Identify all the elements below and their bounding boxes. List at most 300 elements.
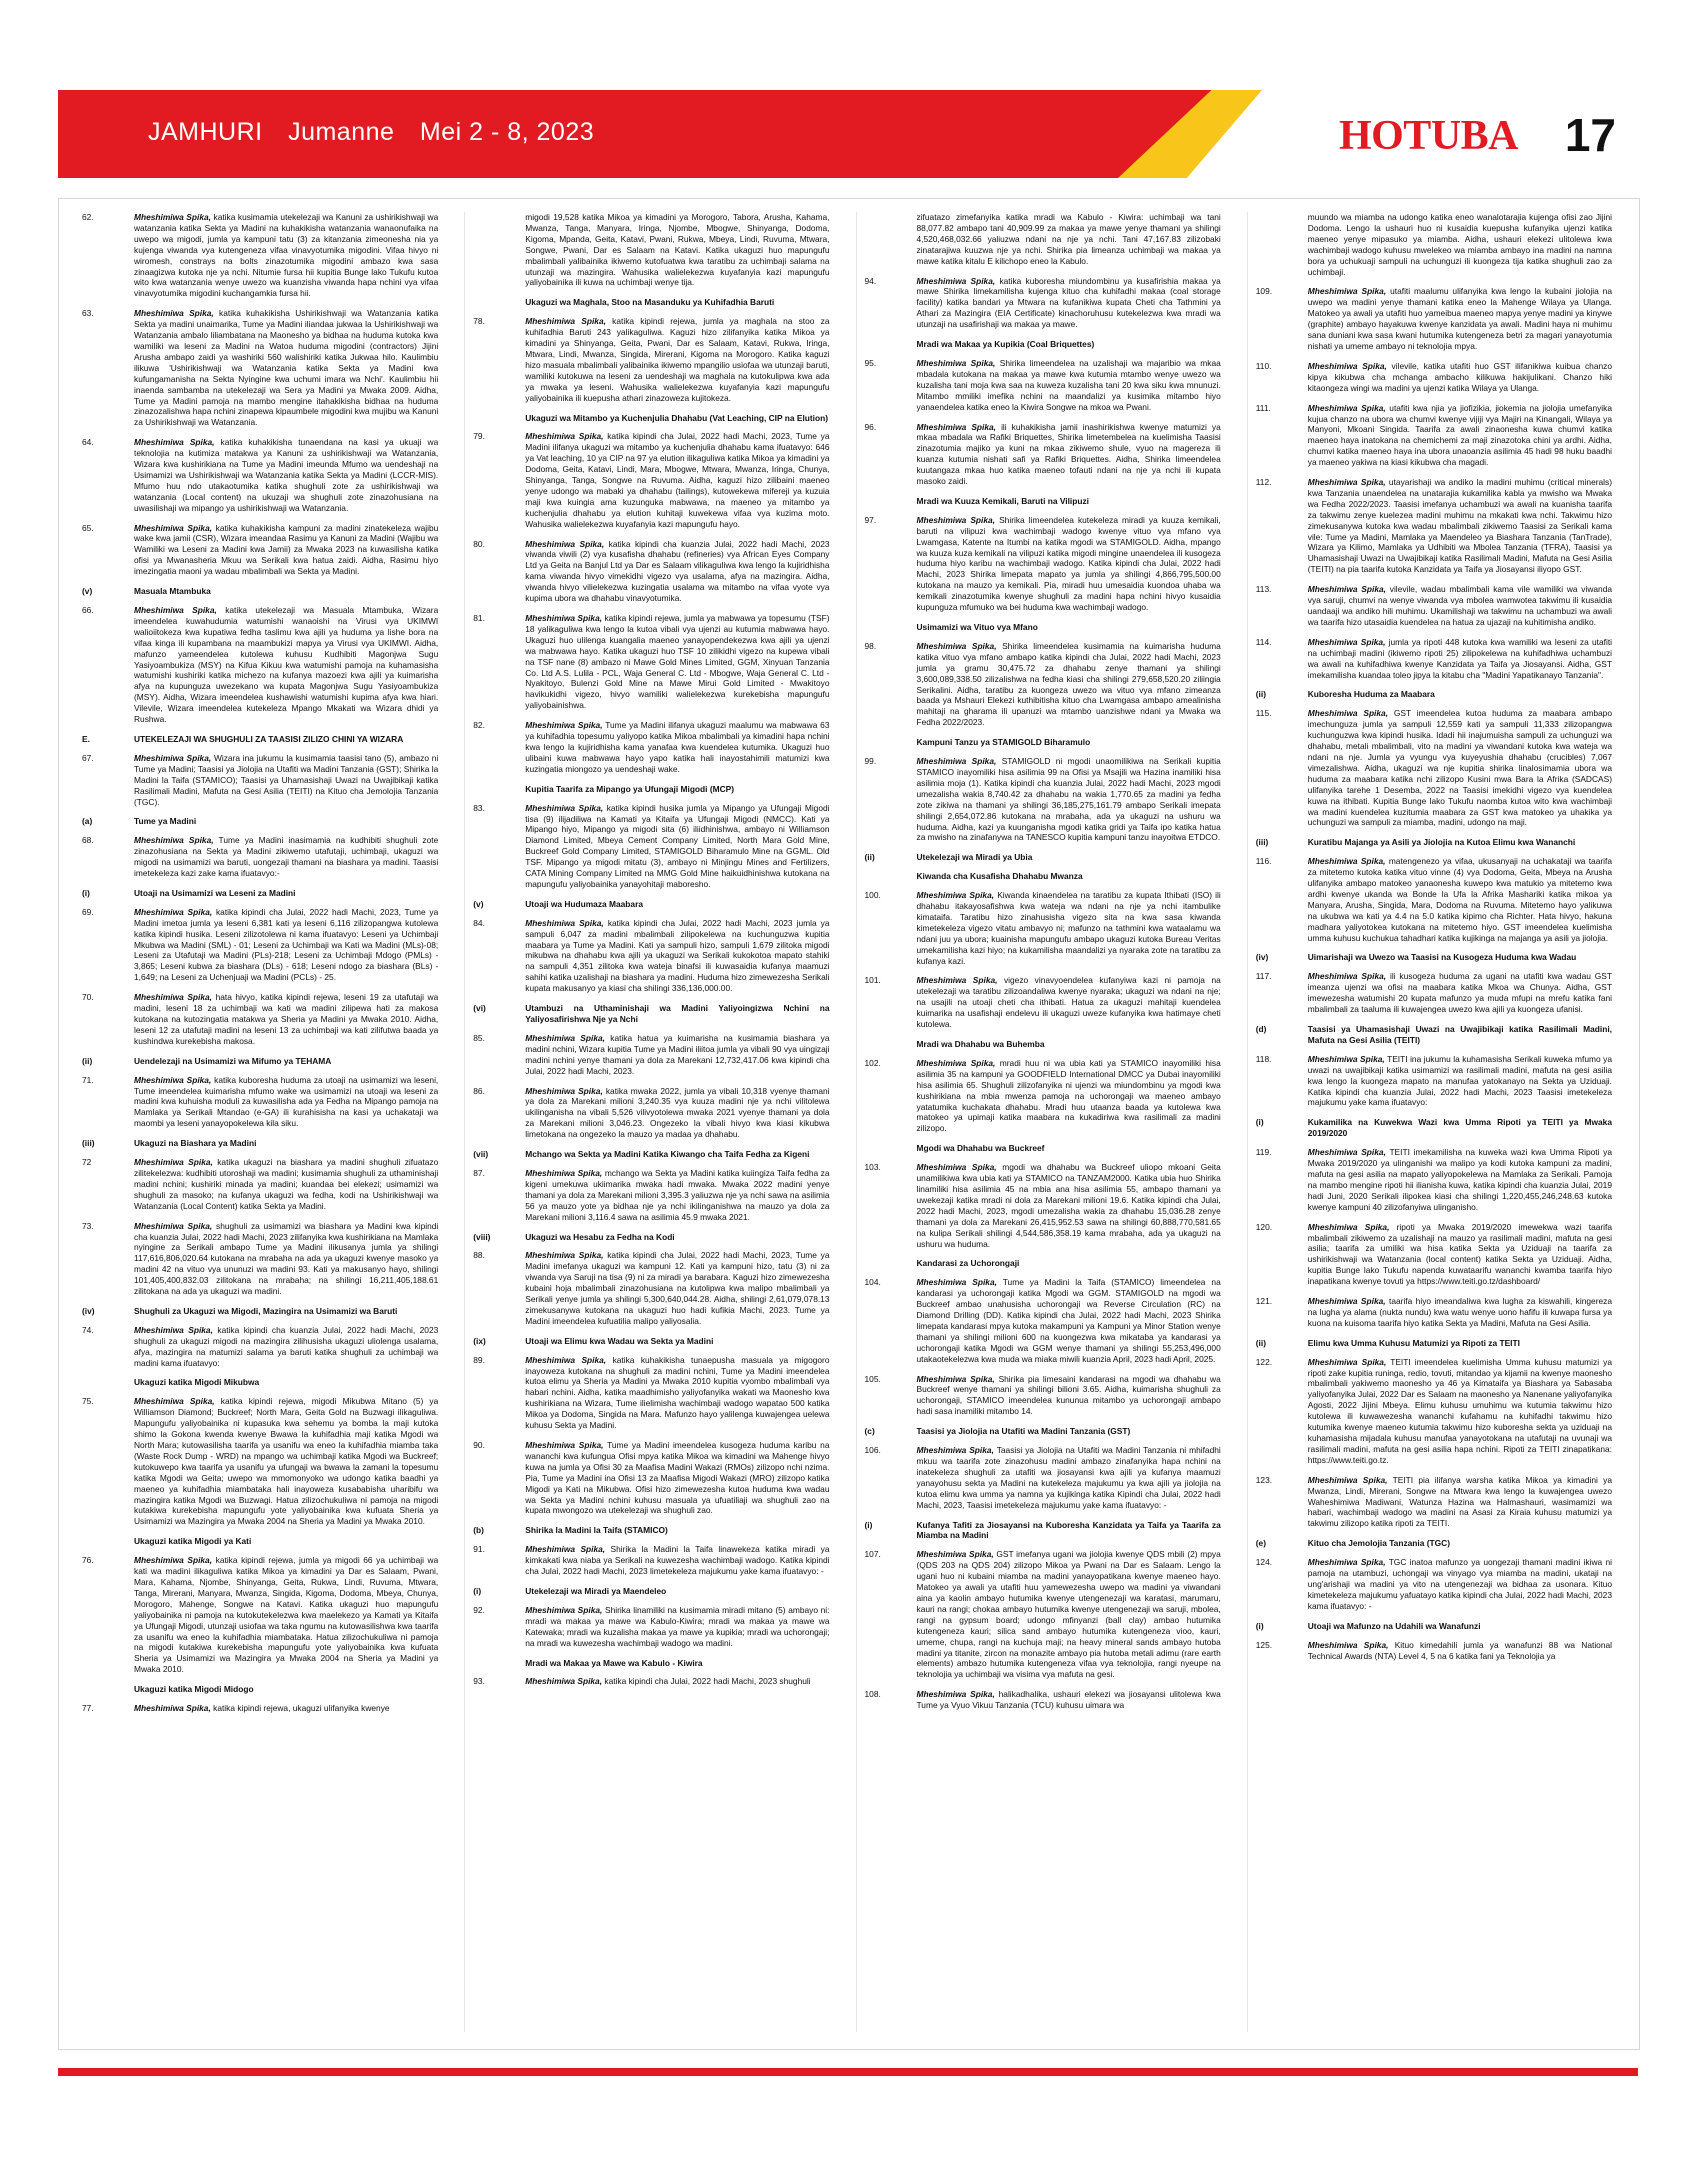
paragraph-number: 101. — [864, 975, 881, 986]
paragraph-lead: Mheshimiwa Spika, — [134, 437, 215, 448]
paragraph-text: katika kipindi cha Julai, 2022 hadi Machi, 2023 jumla ya sampuli 6,047 za madini mbalimbali zilipokelewa na kuchunguzwa kupitia maabara ya Tume ya Madini. Kati ya sampuli hizo, sampuli 1,679 zilitoka migodi mikubwa na dhahabu kwa ajili ya ukaguzi wa Serikali kukokotoa mapato stahiki na sampuli 4,351 zilitoka kwa wateja binafsi ili kuwasaidia kufanya maamuzi sahihi katika uzalishaji na biashara ya madini. Huduma hizo zimewezesha Serikali kupata makusanyo ya kiasi cha shilingi 336,136,000.00. — [525, 917, 830, 994]
heading-text: Utekelezaji wa Miradi ya Maendeleo — [525, 1585, 667, 1596]
paragraph-lead: Mheshimiwa Spika, — [1307, 360, 1387, 371]
paragraph-body — [917, 1689, 1221, 1711]
paragraph-lead: Mheshimiwa Spika, — [134, 1324, 213, 1335]
section-heading — [865, 1426, 1221, 1437]
paragraph-text: taarifa hiyo imeandaliwa kwa lugha za kiswahili, kingereza na lugha ya alama (nukta nundu) kwa watu wenye uono hafifu ili kuwapa fursa ya kuona na kuisoma taarifa hiyo katika Sekta ya Madini, Mafuta na Gesi Asilia. — [1307, 1296, 1612, 1328]
paragraph-text: zifuatazo zimefanyika katika mradi wa Kabulo - Kiwira: uchimbaji wa tani 88,077.82 ambapo tani 40,909.99 za makaa ya mawe yenye thamani ya shilingi 4,520,468,032.66 yaliuzwa ndani na nje ya nchi. Tani 47,167.83 zilizobaki zinatarajiwa kuuzwa nje ya nchi. Shirika pia limeanza uchimbaji wa makaa ya mawe katika kitalu E kilichopo eneo la Kabulo. — [916, 212, 1221, 266]
paragraph-number: 100. — [864, 890, 881, 901]
paragraph-body — [1308, 856, 1612, 943]
section-heading — [473, 413, 829, 424]
paragraph — [82, 1221, 438, 1297]
paragraph-lead: Mheshimiwa Spika, — [1307, 402, 1386, 413]
paragraph-lead: Mheshimiwa Spika, — [1307, 1147, 1386, 1158]
paragraph-lead: Mheshimiwa Spika, — [525, 1250, 604, 1261]
heading-number: (ii) — [1255, 1337, 1266, 1348]
paragraph-body — [917, 1445, 1221, 1510]
paragraph-body — [134, 1703, 438, 1714]
paragraph-lead: Mheshimiwa Spika, — [916, 421, 997, 432]
heading-number — [865, 1143, 917, 1154]
paragraph-body — [525, 1168, 829, 1223]
paragraph — [1256, 971, 1612, 1015]
heading-text: Ukaguzi wa Hesabu za Fedha na Kodi — [525, 1231, 675, 1242]
heading-text: Utoaji wa Mafunzo na Udahili wa Wanafunzi — [1307, 1620, 1481, 1631]
heading-text: Shughuli za Ukaguzi wa Migodi, Mazingira na Usimamizi wa Baruti — [134, 1305, 398, 1316]
heading-text: Utekelezaji wa Miradi ya Ubia — [916, 852, 1033, 863]
section-heading — [1256, 1338, 1612, 1349]
paragraph — [1256, 361, 1612, 394]
heading-text: Mchango wa Sekta ya Madini Katika Kiwango cha Taifa Fedha za Kigeni — [525, 1149, 810, 1160]
paragraph-body — [917, 276, 1221, 331]
paragraph-text: mradi huu ni wa ubia kati ya STAMICO inayomiliki hisa asilimia 35 na kampuni ya GOODFIELD International DMCC ya Dubai inayomiliki hisa asilimia 65. Shughuli zilizofanyika ni ujenzi wa miundombinu ya mgodi kwa kushirikiana na mbia mwenza pamoja na uchorongaji wa maeneo ambayo yatatumika kuchakata dhahabu. Mradi huu utaanza baada ya kutolewa kwa matokeo ya upimaji katika maabara na kukadiriwa kwa rasilimali za madini zilizopo. — [916, 1057, 1221, 1134]
paragraph — [865, 1277, 1221, 1364]
paragraph-number: 78. — [473, 316, 485, 327]
paragraph — [865, 422, 1221, 487]
paragraph-body — [917, 975, 1221, 1030]
paragraph-text: katika kuboresha miundombinu ya kusafirishia makaa ya mawe Shirika limekamilisha kujenga kituo cha kuhifadhi makaa (coal storage facility) katika bandari ya Mtwara na kufanikiwa kupata Cheti cha Tathmini ya Athari za Mazingira (EIA Certificate) kinachoruhusu kutekelezwa kwa mradi wa utunzaji na usafirishaji wa makaa ya mawe. — [916, 275, 1221, 330]
heading-text: Kuboresha Huduma za Maabara — [1307, 689, 1435, 700]
section-heading — [1256, 689, 1612, 700]
paragraph-number: 62. — [82, 212, 94, 222]
paragraph-lead: Mheshimiwa Spika, — [525, 613, 603, 623]
paragraph — [865, 276, 1221, 331]
paragraph-body — [525, 720, 829, 775]
paragraph — [1256, 1475, 1612, 1530]
paragraph-text: GST imefanya ugani wa jiolojia kwenye QDS mbili (2) mpya (QDS 203 na QDS 204) zilizopo Mikoa ya Pwani na Dar es Salaam. Lengo la ugani huo ni kubaini miamba na madini yanayopatikana kwenye maeneo hayo. Matokeo ya awali ya utafiti huu yamewezesha uwepo wa madini ya viwandani aina ya kaolin ambayo hutumika kwenye utengenezaji wa karatasi, marumaru, kauri na rangi; chokaa ambayo hutumika kwenye utengenezaji wa saruji, mbolea, rangi na gypsum board; udongo mfinyanzi (ball clay) ambao hutumika kutengeneza kauri; silica sand ambayo hutumika kutengeneza vioo, kauri, umeme, chupa, rangi na kuchuja maji; na heavy mineral sands ambayo hutoba madini ya titanite, zircon na monazite ambayo pia hutoba metali adimu (rare earth elements) ambazo hutumika kutengeneza vifaa vya teknolojia, rangi nyeupe na teknolojia ya uchimbaji wa visima vya mafuta na gesi. — [916, 1549, 1221, 1680]
paragraph-number: 92. — [473, 1604, 485, 1615]
paragraph-number: 108. — [864, 1689, 881, 1700]
paragraph-lead: Mheshimiwa Spika, — [525, 1167, 603, 1178]
paragraph-number: 64. — [82, 437, 94, 448]
paragraph — [473, 1440, 829, 1516]
paragraph-body — [1308, 971, 1612, 1015]
paragraph — [1256, 1222, 1612, 1287]
heading-number: (i) — [1255, 1620, 1264, 1631]
heading-number — [473, 297, 525, 308]
paragraph-text: Wizara ina jukumu la kusimamia taasisi tano (5), ambazo ni Tume ya Madini; Taasisi ya Jiolojia na Utafiti wa Madini Tanzania (GST); Shirika la Madini la Taifa (STAMICO); Taasisi ya Uhamasishaji Uwazi na Uwajibikaji katika Rasilimali Madini, Mafuta na Gesi Asilia (TEITI) na Kituo cha Jemolojia Tanzania (TGC). — [134, 752, 439, 807]
paragraph — [865, 358, 1221, 413]
section-heading — [82, 816, 438, 827]
paragraph — [1256, 584, 1612, 628]
heading-number: (c) — [864, 1426, 875, 1437]
paragraph — [473, 1033, 829, 1077]
paragraph-text: katika kuhakikisha kampuni za madini zinatekeleza wajibu wake kwa jamii (CSR), Wizara imeandaa Rasimu ya Kanuni za Madini (Wajibu wa Wamiliki wa Leseni za Madini kwa Jamii) za Mwaka 2023 na kuwasilisha katika ofisi ya Mwanasheria Mkuu wa Serikali kwa hatua zaidi. Aidha, Rasimu hiyo imezingatia maoni ya wadau mbalimbali wa Sekta ya Madini. — [134, 522, 439, 577]
section-heading — [865, 622, 1221, 633]
paragraph-text: Tume ya Madini ilifanya ukaguzi maalumu wa mabwawa 63 ya kuhifadhia topesumu yaliyopo katika Mikoa mbalimbali ya kimadini hapa nchini kwa lengo la kujiridhisha kama yanafaa kwa kuendelea kutumika. Ukaguzi huo ulibaini kuwa mabwawa hayo yapo katika hali inayostahimili matumizi kwa kuzingatia miongozo ya uendeshaji wake. — [525, 720, 830, 774]
paragraph-text: GST imeendelea kutoa huduma za maabara ambapo imechunguza jumla ya sampuli 12,559 kati ya sampuli 11,333 zilizopangwa kuchunguzwa kwa kipindi husika. Idadi hii inajumuisha sampuli za uchunguzi wa dhahabu, metali mbalimbali, vito na madini ya viwandani kutoka kwa wateja wa ndani na nje. Jumla ya vyungu vya kuyeyushia dhahabu (crucibles) 7,067 vimezalishwa. Aidha, ukaguzi wa nje kupitia shirika linalosimamia ubora wa huduma za maabara katika nchi zilizopo Kusini mwa Bara la Afrika (SADCAS) ulifanyika tarehe 1 Desemba, 2022 na Taasisi imekidhi vigezo vya kuendelea kuwa na ithibati. Kupitia Bunge lako Tukufu naomba kutoa wito kwa wachimbaji wa madini kuendelea kuzitumia maabara za GST kwa matokeo ya uhakika ya uchunguzi wa sampuli za miamba, madini, udongo na maji. — [1307, 708, 1612, 828]
paragraph-text: Shirika linamiliki na kusimamia miradi mitano (5) ambayo ni: mradi wa makaa ya mawe wa Kabulo-Kiwira; mradi wa makaa ya mawe wa Katewaka; mradi wa kuzalisha makaa ya mawe ya kupikia; mradi wa uchorongaji; na mradi wa kuwezesha wachimbaji wadogo wa madini. — [525, 1604, 830, 1648]
paragraph-text: katika kipindi cha kuanzia Julai, 2022 hadi Machi, 2023 viwanda viwili (2) vya kusafisha dhahabu (refineries) vya African Eyes Company Ltd ya Geita na Banjul Ltd ya Dar es Salaam vilikaguliwa kwa lengo la kujiridhisha kama viwanda hivyo vimekidhi vigezo vya usalama, afya na mazingira. Aidha, viwanda hivyo vilielekezwa kuzingatia usalama wa mitambo na vifaa vyote vya kupima ubora wa dhahabu vinavyotumika. — [525, 538, 830, 604]
section-heading — [82, 1536, 438, 1547]
paragraph-lead: Mheshimiwa Spika, — [525, 1544, 606, 1555]
heading-number — [473, 784, 525, 795]
paragraph-text: mgodi wa dhahabu wa Buckreef uliopo mkoani Geita unamilikiwa kwa ubia kati ya STAMICO na TANZAM2000. Katika ubia huo Shirika linamiliki hisa asilimia 45 na mbia ana hisa asilimia 55, ambapo thamani ya uwekezaji katika mradi ni dola za Marekani milioni 19.6. Katika kipindi cha Julai, 2022 hadi Machi, 2023, mgodi umezalisha wakia za dhahabu 15,036.28 zenye thamani ya dola za Marekani 26,415,952.53 sawa na shilingi 60,888,770,581.65 na kulipa Serikali shilingi 4,544,586,358.19 kama mrabaha, ada ya ukaguzi na ushuru wa huduma. — [916, 1162, 1221, 1249]
paragraph-number: 120. — [1255, 1221, 1273, 1232]
paragraph-body — [917, 1277, 1221, 1364]
paragraph-number: 71. — [82, 1074, 94, 1085]
paragraph-number: 89. — [473, 1354, 485, 1365]
paragraph-text: Kituo kimedahili jumla ya wanafunzi 88 wa National Technical Awards (NTA) Level 4, 5 na 6 katika fani ya Teknolojia ya — [1307, 1639, 1612, 1661]
paragraph — [865, 212, 1221, 267]
paragraph-body — [1308, 212, 1612, 277]
paper-name: JAMHURI — [148, 118, 263, 146]
section-heading — [473, 297, 829, 308]
section-title: HOTUBA — [1338, 113, 1518, 159]
paragraph-number: 96. — [864, 421, 877, 432]
paragraph-lead: Mheshimiwa Spika, — [1307, 1053, 1385, 1064]
paragraph-body — [525, 613, 829, 711]
paragraph-number: 102. — [864, 1057, 881, 1068]
paragraph-lead: Mheshimiwa Spika, — [134, 1555, 213, 1566]
heading-number: (iii) — [1255, 837, 1269, 848]
paragraph-number: 122. — [1255, 1356, 1273, 1367]
paragraph-number: 91. — [473, 1544, 485, 1555]
paragraph-body — [134, 1075, 438, 1130]
paragraph-number: 86. — [473, 1085, 485, 1096]
heading-number: (iii) — [82, 1138, 95, 1149]
paragraph — [865, 1445, 1221, 1510]
heading-number: (ii) — [864, 852, 875, 863]
paragraph-body — [1308, 477, 1612, 575]
paragraph-text: katika kuhakikisha tunaepusha masuala ya migogoro inayoweza kutokana na shughuli za madini nchini, Tume ya Madini imeendelea kutoa elimu ya Sheria ya Madini ya Mwaka 2010 kupitia vyombo mbalimbali vya habari nchini. Aidha, katika maadhimisho yaliyofanyika wakati wa Maonesho kwa kushirikiana na Wizara, Tume ilielimisha wachimbaji wadogo wapatao 500 katika Mikoa ya Dodoma, Singida na Mara. Mafunzo hayo yalilenga kuwajengea uelewa kuhusu Sekta ya Madini. — [525, 1354, 830, 1431]
paragraph — [1256, 477, 1612, 575]
heading-number: (iv) — [82, 1305, 95, 1316]
paragraph-number: 69. — [82, 906, 94, 917]
section-heading — [1256, 1024, 1612, 1046]
section-heading — [473, 1003, 829, 1025]
paragraph-number: 76. — [82, 1555, 94, 1566]
paragraph-lead: Mheshimiwa Spika, — [134, 1074, 212, 1085]
paragraph — [82, 753, 438, 808]
paragraph — [82, 437, 438, 513]
paragraph-number: 110. — [1255, 360, 1272, 371]
paragraph — [473, 1544, 829, 1577]
paragraph-text: katika kuhakikisha tunaendana na kasi ya ukuaji wa teknolojia na kutimiza matakwa ya Kanuni za ushirikishwaji wa Watanzania, Wizara kwa kushirikiana na Tume ya Madini imeunda Mfumo wa uendeshaji na Usimamizi wa Ushirikishwaji wa Watanzania katika Sekta ya Madini (LCCR-MIS). Mfumo huu ndo utakaotumika katika shughuli zote za ushirikishwaji wa watanzania (Local content) na ukuzaji wa shughuli zote zinazohusiana na uwasilishaji wa mipango ya ushirikishwaji wa Watanzania. — [134, 437, 439, 513]
paragraph-body — [525, 1086, 829, 1141]
paragraph-lead: Mheshimiwa Spika, — [1307, 971, 1387, 982]
paragraph-number: 125. — [1255, 1639, 1273, 1650]
heading-text: Ukaguzi wa Maghala, Stoo na Masanduku ya Kuhifadhia Baruti — [525, 297, 775, 308]
paragraph-text: katika mwaka 2022, jumla ya vibali 10,318 vyenye thamani ya dola za Marekani milioni 3,240.35 vya kuuza madini nje ya nchi vilitolewa ukilinganisha na vibali 5,526 vilivyotolewa mwaka 2021 vyenye thamani ya dola za Marekani milioni 3,046.23. Ongezeko la vibali hivyo kwa kiasi kikubwa limetokana na ongezeko la mauzo ya madaa ya dhahabu. — [525, 1085, 830, 1140]
paragraph — [82, 212, 438, 299]
paragraph-lead: Mheshimiwa Spika, — [916, 640, 997, 651]
paragraph-lead: Mheshimiwa Spika, — [525, 1032, 605, 1043]
paragraph-text: katika kipindi cha Julai, 2022 hadi Machi, 2023, Tume ya Madini imetoa jumla ya leseni 6,381 kati ya leseni 6,116 zilizopangwa kutolewa katika kipindi husika. Leseni zilizotolewa ni kama ifuatavyo: Leseni ya Uchimbaji Mkubwa wa Madini (SML) - 01; Leseni za Uchimbaji wa Kati wa Madini (MLs)-08; Leseni za Utafutaji wa Madini (PLs)-218; Leseni za Uchimbaji Mdogo (PMLs) - 3,865; Leseni kubwa za biashara (DLs) - 618; Leseni ndogo za biashara (BLs) - 1,649; na Leseni za Uchenjuaji wa Madini (PCLs) - 25. — [134, 906, 439, 983]
paragraph-lead: Mheshimiwa Spika, — [134, 605, 217, 615]
paragraph — [865, 975, 1221, 1030]
paragraph-body — [525, 1605, 829, 1649]
paragraph-body — [134, 992, 438, 1047]
paragraph-number: 82. — [473, 720, 485, 731]
paragraph-text: mchango wa Sekta ya Madini katika kuiingiza Taifa fedha za kigeni umekuwa ukiimarika mwaka hadi mwaka. Mwaka 2022 madini yenye thamani ya dola za Marekani milioni 3,395.3 yaliuzwa nje ya nchi sawa na asilimia 56 ya mauzo yote ya bidhaa nje ya nchi ikilinganishwa na mauzo ya dola za Marekani milioni 3,116.4 sawa na asilimia 45.9 mwaka 2021. — [525, 1167, 830, 1222]
paragraph-text: Shirika limeendelea kusimamia na kuimarisha huduma katika vituo vya mfano ambapo katika kipindi cha Julai, 2022 hadi Machi, 2023 jumla ya gramu 30,475.72 za dhahabu zenye thamani ya shilingi 3,600,089,338.50 zilizalishwa na fedha kiasi cha shilingi 279,658,520.20 ziliingia Serikalini. Aidha, taratibu za kuongeza uwezo wa vituo vya mfano zimeanza baada ya Mshauri Elekezi kuthibitisha kituo cha Lwamgasa ambapo amealinisha mahitaji na gharama ili upanuzi wa mtambo uanzishwe ndani ya Mwaka wa Fedha 2022/2023. — [916, 640, 1221, 728]
paragraph-text: vilevile, katika utafiti huo GST ilifanikiwa kuibua chanzo kipya kikubwa cha mchanga ambacho kilikuwa hakijulikani. Chanzo hiki kitaongeza wingi wa madini ya ujenzi katika Wilaya ya Ulanga. — [1307, 360, 1612, 393]
paragraph-body — [525, 431, 829, 529]
heading-number — [82, 1377, 134, 1388]
section-heading — [1256, 1621, 1612, 1632]
paragraph-lead: Mheshimiwa Spika, — [916, 890, 995, 901]
section-heading — [473, 1525, 829, 1536]
section-heading — [865, 737, 1221, 748]
paragraph — [865, 1058, 1221, 1134]
paragraph-lead: Mheshimiwa Spika, — [916, 1057, 996, 1068]
paragraph — [865, 641, 1221, 728]
paragraph-text: TGC inatoa mafunzo ya uongezaji thamani madini ikiwa ni pamoja na utambuzi, uchongaji wa vinyago vya miamba na madini, ukataji na ung'arishaji wa madini ya vito na utengenezaji wa bidhaa za usonara. Kituo kimetekeleza majukumu yafuatayo katika kipindi cha Julai, 2022 hadi Machi, 2023 kama ifuatavyo: - — [1307, 1557, 1612, 1611]
paragraph-body — [917, 212, 1221, 267]
section-heading — [865, 496, 1221, 507]
paragraph-text: Shirika la Madini la Taifa linawekeza katika miradi ya kimkakati kwa niaba ya Serikali na kuwezesha wachimbaji wadogo. Katika kipindi cha Julai, 2022 hadi Machi, 2023 limetekeleza majukumu yake kama ifuatavyo: - — [525, 1544, 830, 1577]
paragraph-body — [917, 641, 1221, 728]
paragraph-text: katika kipindi rejewa, migodi Mikubwa Mitano (5) ya Williamson Diamond; Buckreef; North Mara, Geita Gold na Buzwagi ilikaguliwa. Mapungufu yaliyobainika ni kupasuka kwa sehemu ya bomba la maji kutoka shimo la Gokona kwenda kwenye Bwawa la kuhifadhia maji katika Mgodi wa North Mara; kutowasilisha taarifa ya usanifu wa eneo la kuhifadhia miamba taka (Waste Rock Dump - WRD) na mpango wa uchimbaji katika Mgodi wa Buckreef; kutokuwepo kwa taarifa ya usanifu ya ufungaji wa bwawa la zamani la topesumu katika Mgodi wa Geita; uwepo wa mmomonyoko wa udongo katika baadhi ya maeneo ya kuhifadhia miambataka hali inayoweza kusababisha uharibifu wa mazingira katika Mgodi wa Buzwagi. Hatua zilizochukuliwa ni pamoja na migodi kutakiwa kurekebisha mapungufu yote yaliyobainika kwa kufuata Sheria ya Usimamizi wa Mazingira ya Mwaka 2004 na Sheria ya Madini ya Mwaka 2010. — [134, 1396, 439, 1527]
paragraph-body — [525, 803, 829, 890]
section-heading — [473, 784, 829, 795]
heading-number — [865, 496, 917, 507]
paragraph-text: TEITI imekamilisha na kuweka wazi kwa Umma Ripoti ya Mwaka 2019/2020 ya ulinganishi wa malipo ya kodi kutoka kampuni za madini, mafuta na gesi asilia na mapato yaliyopokelewa na Mamlaka za Serikali. Pamoja na mambo mengine ripoti hii ilianisha kuwa, katika kipindi cha kuanzia Julai, 2019 hadi Juni, 2020 Serikali ilipokea kiasi cha shilingi 1,220,455,246,248.63 kutoka kwenye kampuni 40 zilizofanyiwa ulinganisho. — [1307, 1147, 1612, 1212]
paragraph-body — [134, 1396, 438, 1527]
paragraph — [473, 1250, 829, 1326]
paragraph — [473, 1355, 829, 1431]
paragraph-lead: Mheshimiwa Spika, — [525, 316, 606, 327]
paragraph-body — [134, 308, 438, 428]
paragraph-lead: Mheshimiwa Spika, — [916, 514, 996, 525]
paragraph — [82, 523, 438, 578]
paragraph — [473, 431, 829, 529]
paragraph-lead: Mheshimiwa Spika, — [916, 1549, 994, 1560]
paragraph-lead: Mheshimiwa Spika, — [134, 1703, 211, 1714]
heading-number — [82, 1684, 134, 1695]
paragraph-number: 79. — [473, 431, 485, 442]
paragraph-body — [525, 1676, 829, 1687]
paragraph-text: Shirika limeendelea kutekeleza miradi ya kuuza kemikali, baruti na vilipuzi kwa wachimbaji wadogo kwenye vituo vya mfano vya Lwamgasa, Katente na Itumbi na katika mgodi wa STAMIGOLD. Aidha, mpango wa kuuza kuza kemikali na vilipuzi katika migodi mingine unaendelea ili kusogeza huduma hiyo karibu na wachimbaji wadogo. Katika kipindi cha Julai, 2022 hadi Machi, 2023 Shirika limepata mapato ya jumla ya shilingi 4,866,795,500.00 kutokana na mauzo ya kemikali. Pia, miradi huu umesaidia kuondoa uhaba wa kemikali zinazotumika kwenye shughuli za madini hapa nchini hivyo kusaidia kupunguza mfumuko wa bei huduma kwa wachimbaji wadogo. — [916, 514, 1221, 613]
heading-text: Taasisi ya Uhamasishaji Uwazi na Uwajibikaji katika Rasilimali Madini, Mafuta na Gesi Asilia (TEITI) — [1307, 1024, 1612, 1045]
section-heading — [1256, 1538, 1612, 1549]
heading-text: Ukaguzi na Biashara ya Madini — [134, 1138, 257, 1149]
paragraph-text: vilevile, wadau mbalimbali kama vile wamiliki wa viwanda vya saruji, chumvi na wenye viwanda vya mbolea wamwotea takwimu ili kusaidia uandaaji wa andiko hili muhimu. Ukamilishaji wa takwimu na uchambuzi wa awali wa taarifa hizo utasaidia kuendelea na hatua za ujazaji na kuhitimisha andiko. — [1307, 584, 1612, 627]
section-heading — [865, 1143, 1221, 1154]
heading-text: Mradi wa Kuuza Kemikali, Baruti na Vilipuzi — [916, 495, 1090, 506]
column-4 — [1247, 212, 1612, 2032]
paragraph — [865, 1689, 1221, 1711]
column-2 — [464, 212, 829, 2032]
paragraph-number: 118. — [1255, 1053, 1272, 1064]
section-heading — [473, 1232, 829, 1243]
heading-text: Shirika la Madini la Taifa (STAMICO) — [525, 1525, 668, 1536]
heading-number: (a) — [82, 816, 93, 827]
paragraph-body — [917, 890, 1221, 966]
paragraph-lead: Mheshimiwa Spika, — [1307, 1474, 1388, 1485]
paragraph-lead: Mheshimiwa Spika, — [525, 1676, 603, 1687]
paragraph-number: 94. — [864, 275, 877, 286]
heading-text: Kiwanda cha Kusafisha Dhahabu Mwanza — [916, 871, 1083, 882]
paragraph-lead: Mheshimiwa Spika, — [525, 720, 603, 731]
header-banner — [58, 90, 1638, 178]
paragraph-text: katika kipindi rejewa, jumla ya mabwawa ya topesumu (TSF) 18 yalikaguliwa kwa lengo la kutoa vibali vya ujenzi au kutumia mabwawa hayo. Ukaguzi huo ulilenga kuangalia maeneo yanayopendekezwa kwa ajili ya ujenzi wa mabwawa hayo. Katika ukaguzi huo TSF 10 zilikidhi vigezo na kupewa vibali na TSF nane (8) ambazo ni Mawe Gold Mines Limited, GGM, Xinyuan Tanzania Co. Ltd A.S. Lulila - PCL, Waja General C. Ltd - Mbogwe, Waja General C. Ltd - Nyakitoyo, Bulenzi Gold Mine na Mawe Mirui Gold Limited - Mwakitoyo havikukidhi vigezo, hivyo wamiliki walielekezwa kurekebisha mapungufu yaliyobainishwa. — [525, 613, 830, 711]
paragraph-text: jumla ya ripoti 448 kutoka kwa wamiliki wa leseni za utafiti na uchimbaji madini (ikiwemo ripoti 25) zilipokelewa na kuhifadhiwa uchambuzi wa awali na kuhifadhiwa kwenye Kanzidata ya Taifa ya Jiosayansi. Aidha, GST imekamilisha kuandaa toleo jipya la kitabu cha "Madini Yapatikanayo Tanzania". — [1307, 636, 1612, 680]
heading-number: (e) — [1255, 1538, 1266, 1549]
paragraph-lead: Mheshimiwa Spika, — [916, 975, 998, 986]
heading-number — [82, 1536, 134, 1547]
paragraph-number: 112. — [1255, 477, 1272, 488]
paragraph-body — [134, 1221, 438, 1297]
heading-text: Usimamizi wa Vituo vya Mfano — [916, 622, 1038, 632]
heading-text: Utoaji na Usimamizi wa Leseni za Madini — [134, 887, 296, 898]
paragraph-body — [1308, 403, 1612, 468]
paragraph-body — [134, 907, 438, 983]
paragraph — [82, 1555, 438, 1675]
paragraph — [1256, 1557, 1612, 1612]
paragraph-lead: Mheshimiwa Spika, — [134, 522, 213, 533]
paragraph-body — [134, 1325, 438, 1369]
masthead-info — [148, 118, 612, 147]
heading-text: Ukaguzi katika Migodi Midogo — [134, 1684, 254, 1695]
heading-text: UTEKELEZAJI WA SHUGHULI ZA TAASISI ZILIZO CHINI YA WIZARA — [134, 733, 404, 744]
issue-dates: Mei 2 - 8, 2023 — [419, 118, 595, 146]
paragraph-lead: Mheshimiwa Spika, — [525, 538, 605, 549]
paragraph-number — [1256, 212, 1308, 277]
paragraph — [473, 1676, 829, 1687]
paragraph-number: 63. — [82, 308, 94, 319]
page-number: 17 — [1564, 109, 1616, 161]
paragraph — [82, 308, 438, 428]
paragraph-lead: Mheshimiwa Spika, — [1307, 856, 1386, 867]
paragraph-number: 95. — [864, 357, 877, 368]
heading-text: Kampuni Tanzu ya STAMIGOLD Biharamulo — [916, 737, 1091, 748]
paragraph-lead: Mheshimiwa Spika, — [916, 756, 997, 767]
heading-number: E. — [82, 733, 90, 744]
paragraph-lead: Mheshimiwa Spika, — [916, 357, 996, 368]
heading-text: Mradi wa Makaa ya Kupikia (Coal Briquettes) — [916, 339, 1095, 350]
paragraph-body — [917, 1374, 1221, 1418]
paragraph-body — [134, 1555, 438, 1675]
paragraph — [473, 539, 829, 604]
paragraph-lead: Mheshimiwa Spika, — [134, 1157, 213, 1168]
paragraph-number: 75. — [82, 1396, 94, 1407]
paragraph-body — [134, 212, 438, 299]
paragraph — [865, 890, 1221, 966]
paragraph-number: 83. — [473, 802, 485, 813]
paragraph — [82, 605, 438, 725]
paragraph — [82, 1157, 438, 1212]
paragraph-number: 111. — [1255, 402, 1271, 413]
paragraph-number: 105. — [864, 1373, 881, 1384]
paragraph-number: 73. — [82, 1220, 94, 1231]
heading-number — [865, 737, 917, 748]
paragraph-body — [525, 1033, 829, 1077]
paragraph — [1256, 637, 1612, 681]
heading-number: (v) — [473, 898, 484, 909]
paragraph-text: TEITI pia ilifanya warsha katika Mikoa ya kimadini ya Mwanza, Lindi, Mirerani, Songwe na Mtwara kwa lengo la kuwajengea uwezo Waheshimiwa Madiwani, Watunza Hazina wa Halmashauri, wasimamizi wa habari, wachimbaji wadogo wa madini na Asasi za Kiraia kuhusu matumizi ya takwimu zilizopo katika ripoti za TEITI. — [1307, 1474, 1612, 1529]
section-heading — [865, 871, 1221, 882]
section-heading — [1256, 837, 1612, 848]
paragraph-text: Shirika limeendelea na uzalishaji wa majaribio wa mkaa mbadala kutokana na makaa ya mawe kwa kutumia mtambo wenye uwezo wa kuzalisha tani moja kwa saa na kuweza kuzalisha tani 20 kwa siku kwa mnunuzi. Mitambo mmiliki imefika nchini na maandalizi ya kusimika mitambo hiyo yanaendelea katika eneo la Kiwira Songwe na mkoa wa Pwani. — [916, 357, 1221, 412]
heading-number: (vii) — [473, 1149, 489, 1160]
heading-text: Kufanya Tafiti za Jiosayansi na Kuboresha Kanzidata ya Taifa ya Taarifa za Miamba na Madini — [916, 1519, 1221, 1541]
paragraph-text: katika hatua ya kuimarisha na kusimamia biashara ya madini nchini, Wizara kupitia Tume ya Madini iliitoa jumla ya vibali 90 vya uingizaji madini nchini yenye thamani ya dola za Marekani 12,732,417.06 kwa kipindi cha Julai, 2022 hadi Machi, 2023. — [525, 1032, 830, 1076]
paragraph-text: Kiwanda kinaendelea na taratibu za kupata Ithibati (ISO) ili dhahabu itakayosafishwa kwa wateja wa ndani na nje ya nchi itambulike kimataifa. Taratibu hizo zinahusisha vigezo sita na kwa sasa kiwanda kimetekeleza vigezo vitatu ambavyo ni; mafunzo na tathmini kwa wataalamu wa ndani juu ya ubora; kuainisha mapungufu ambapo ukaguzi kutoka Bureau Veritas umekamilisha kazi hiyo; na kukamilisha maandalizi ya nyaraka zote na taratibu za kufanya kazi. — [916, 890, 1221, 966]
section-heading — [865, 1039, 1221, 1050]
section-heading — [1256, 952, 1612, 963]
paragraph-text: katika kuboresha huduma za utoaji na usimamizi wa leseni, Tume imeendelea kuimarisha mfumo wake wa usimamizi na utoaji wa leseni za madini kwa kuhuisha moduli za kuwasilisha ada ya Fedha na Mipango pamoja na Mamlaka ya Serikali Mtandao (e-GA) ili kurahisisha na kasi ya uchakataji wa maombi ya leseni yanayopokelewa kila siku. — [134, 1074, 439, 1129]
heading-number: (ii) — [82, 1055, 93, 1066]
paragraph-text: utafiti kwa njia ya jiofizikia, jiokemia na jiolojia umefanyika kujua chanzo na ubora wa chumvi kwenye vijiji vya Majiri na Kinangali, Wilaya ya Manyoni, Mkoani Singida. Taarifa za awali zinaonesha kuwa chumvi katika maeneo haya inatokana na chemichemi za maji zinazotoka chini ya ardhi. Aidha, chumvi katika maeneo haya ina ubora unaoanzia asilimia 45 hadi 98 huku baadhi ya maeneo yakiwa na kiasi kikubwa cha magadi. — [1307, 402, 1612, 468]
heading-number — [473, 1658, 525, 1669]
paragraph-lead: Mheshimiwa Spika, — [525, 802, 604, 813]
paragraph — [865, 515, 1221, 613]
paragraph — [1256, 708, 1612, 828]
paragraph-body — [525, 212, 829, 288]
paragraph-lead: Mheshimiwa Spika, — [134, 992, 213, 1003]
paragraph-number: 67. — [82, 752, 94, 763]
heading-number: (vi) — [473, 1003, 486, 1014]
paragraph-text: katika kipindi rejewa, jumla ya migodi 66 ya uchimbaji wa kati wa madini ilikaguliwa katika Mikoa ya kimadini ya Dar es Salaam, Pwani, Mara, Kahama, Njombe, Shinyanga, Geita, Rukwa, Lindi, Ruvuma, Mtwara, Tanga, Mirerani, Manyara, Mwanza, Singida, Kigoma, Dodoma, Mbeya, Chunya, Morogoro, Mahenge, Songwe na Katavi. Katika ukaguzi huo mapungufu yaliyobainika ni pamoja na kutokutekelezwa kwa maelekezo ya Kamati ya Kitaifa ya Ufungaji Migodi, utunzaji usiofaa wa taka ngumu na kutowasilishwa kwa taarifa za usanifu wa eneo la kuhifadhia miambataka. Hatua zilizochukuliwa ni pamoja na migodi kutakiwa kurekebisha mapungufu yote yaliyobainika kwa kufuata Sheria ya Usimamizi wa Mazingira ya Mwaka 2004 na Sheria ya Madini ya Mwaka 2010. — [134, 1555, 439, 1675]
paragraph-lead: Mheshimiwa Spika, — [134, 212, 211, 222]
column-3 — [856, 212, 1221, 2032]
section-heading — [82, 734, 438, 745]
paragraph-lead: Mheshimiwa Spika, — [525, 431, 604, 442]
section-heading — [82, 888, 438, 899]
paragraph — [82, 1075, 438, 1130]
heading-text: Ukaguzi katika Migodi Mikubwa — [134, 1377, 260, 1388]
paragraph — [473, 1086, 829, 1141]
section-heading — [82, 1056, 438, 1067]
paragraph-text: muundo wa miamba na udongo katika eneo wanalotarajia kujenga ofisi zao Jijini Dodoma. Lengo la ushauri huo ni kusaidia kuepusha kufanyika ujenzi katika maeneo yenye mipasuko ya miamba. Aidha, ushauri elekezi ulitolewa kwa wachimbaji wadogo kuhusu mwelekeo wa miamba ambayo ina madini na namna bora ya uchukuaji sampuli na uchunguzi ili kuongeza tija katika shughuli zao za uchimbaji. — [1307, 212, 1612, 277]
section-heading — [473, 1658, 829, 1669]
paragraph-text: katika kipindi rejewa, ukaguzi ulifanyika kwenye — [213, 1703, 390, 1714]
paragraph-text: Shirika pia limesaini kandarasi na mgodi wa dhahabu wa Buckreef wenye thamani ya shilingi bilioni 3.65. Aidha, kuimarisha shughuli za uchorongaji, STAMICO imeendelea kununua mitambo ya uchorongaji ambapo hadi sasa inamiliki mitambo 14. — [916, 1373, 1221, 1417]
paragraph — [82, 1396, 438, 1527]
paragraph-lead: Mheshimiwa Spika, — [525, 1440, 604, 1450]
paragraph-number — [865, 212, 917, 267]
column-1 — [82, 212, 438, 2032]
paragraph-text: utayarishaji wa andiko la madini muhimu (critical minerals) kwa Tanzania unaendelea na unatarajia kukamilika kabla ya mwisho wa Mwaka wa Fedha 2022/2023. Taasisi imefanya uchambuzi wa awali na kuanisha taarifa za takwimu zenye kuelezea madini muhimu na mkakati kwa nchi. Takwimu hizo zimekusanywa kutoka kwa wadau mbalimbali zikiwemo Taasisi za Serikali kama vile: Tume ya Madini, Mamlaka ya Maendeleo ya Biashara Tanzania (TanTrade), Wizara ya Kilimo, Mamlaka ya Udhibiti wa Mbolea Tanzania (TFRA), Taasisi ya Uhamasishaji Uwazi na Uwajibikaji katika Rasilimali Madini, Mafuta na Gesi Asilia (TEITI) na pia taarifa kutoka Kanzidata ya Taifa ya Jiosayansi iliyopo GST. — [1307, 477, 1612, 575]
paragraph-lead: Mheshimiwa Spika, — [525, 1085, 603, 1096]
paragraph-lead: Mheshimiwa Spika, — [1307, 1356, 1387, 1367]
heading-number — [865, 1039, 917, 1050]
paragraph-text: ripoti ya Mwaka 2019/2020 imewekwa wazi taarifa mbalimbali zikiwemo za uzalishaji na mauzo ya rasilimali madini, mafuta na gesi asilia; taarifa za umiliki wa hisa katika Sekta ya Uziduaji na taarifa za ushirikishwaji wa Watanzania (local content) katika Sekta ya Uziduaji. Aidha, kupitia Bunge lako Tukufu napenda kuwataarifu wananchi kwamba taarifa hiyo inapatikana kwenye tovuti ya https://www.teiti.go.tz/dashboard/ — [1307, 1221, 1612, 1287]
paragraph-body — [917, 756, 1221, 843]
paragraph-body — [1308, 1054, 1612, 1109]
paragraph-lead: Mheshimiwa Spika, — [525, 917, 604, 928]
heading-number — [865, 622, 917, 633]
paragraph-number: 90. — [473, 1440, 485, 1450]
section-heading — [865, 1258, 1221, 1269]
paragraph-number: 85. — [473, 1032, 485, 1043]
heading-number — [865, 871, 917, 882]
paragraph-lead: Mheshimiwa Spika, — [1307, 1557, 1386, 1568]
paragraph-body — [525, 1544, 829, 1577]
section-heading — [865, 339, 1221, 350]
paragraph-lead: Mheshimiwa Spika, — [1307, 1296, 1386, 1307]
paragraph-body — [1308, 361, 1612, 394]
paragraph-number: 114. — [1255, 636, 1272, 647]
heading-number: (i) — [82, 887, 90, 898]
paragraph-lead: Mheshimiwa Spika, — [916, 1689, 995, 1700]
heading-number: (b) — [473, 1525, 484, 1536]
paragraph-body — [134, 835, 438, 879]
paragraph-number: 81. — [473, 613, 485, 623]
paragraph-body — [525, 1355, 829, 1431]
paragraph-number: 65. — [82, 522, 94, 533]
paragraph-text: Tume ya Madini la Taifa (STAMICO) limeendelea na kandarasi ya uchorongaji katika Mgodi wa GGM. STAMIGOLD na mgodi wa Buckreef ambao unahusisha uchorongaji wa Reverse Circulation (RC) na Diamond Drilling (DD). Katika kipindi cha Julai, 2022 hadi Machi, 2023 Shirika limepata kandarasi mpya kutoka makampuni ya Kampuni ya Minor Station wenye thamani ya shilingi milioni 600 na kuongezwa kwa mikataba ya kandarasi ya uchorongaji katika Mgodi wa GGM wenye thamani ya shilingi 55,253,496,000 utakaotekelezwa kwa muda wa miaka miwili kuanzia April, 2023 hadi April, 2025. — [916, 1277, 1221, 1364]
paragraph-lead: Mheshimiwa Spika, — [1307, 1639, 1389, 1650]
paragraph — [1256, 1357, 1612, 1466]
paragraph-body — [1308, 1222, 1612, 1287]
paragraph-text: ili kuhakikisha jamii inashirikishwa kwenye matumizi ya mkaa mbadala wa Rafiki Briquettes, Shirika limetembelea na kuelimisha Taasisi zinazotumia majiko ya kuni na mkaa zikiwemo shule, vyuo na magereza ili kuanza kutumia nishati safi ya Rafiki Briquettes. Aidha, Shirika limeendelea kuutangaza mkaa huo katika maeneo tofauti ndani na nje ya nchi ili kupata masoko zaidi. — [916, 421, 1221, 487]
paragraph-body — [525, 539, 829, 604]
heading-text: Kupitia Taarifa za Mipango ya Ufungaji Migodi (MCP) — [525, 783, 735, 794]
paragraph-body — [1308, 1296, 1612, 1329]
